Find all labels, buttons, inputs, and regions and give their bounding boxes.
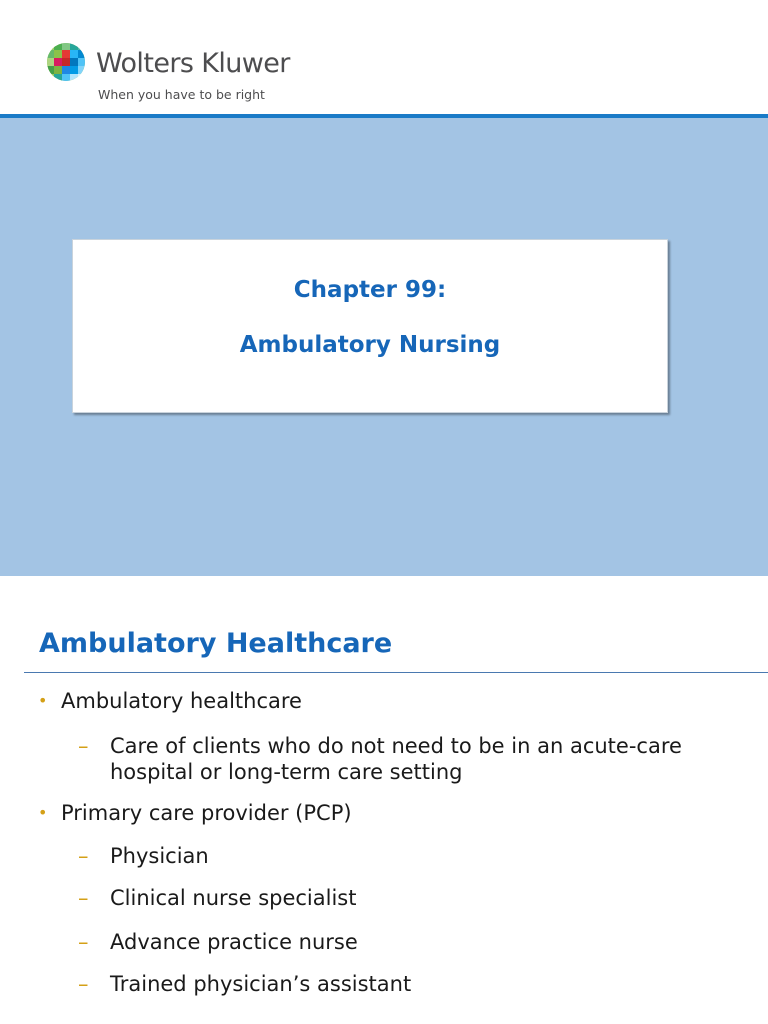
chapter-title: Ambulatory Nursing: [239, 332, 501, 358]
round-bullet-icon: •: [38, 803, 48, 822]
chapter-number: Chapter 99:: [293, 277, 447, 303]
wolters-kluwer-mosaic-logo-icon: [46, 42, 86, 82]
dash-bullet-icon: –: [78, 844, 89, 868]
title-divider: [24, 672, 768, 673]
dash-bullet-icon: –: [78, 930, 89, 954]
bullet-text: Primary care provider (PCP): [61, 801, 352, 825]
title-box: [72, 239, 668, 413]
round-bullet-icon: •: [38, 691, 48, 710]
sub-bullet-text: Trained physician’s assistant: [110, 972, 412, 996]
slide-title: Ambulatory Healthcare: [39, 628, 393, 659]
sub-bullet-text: Physician: [110, 844, 209, 868]
brand-name: Wolters Kluwer: [96, 48, 290, 79]
dash-bullet-icon: –: [78, 734, 89, 758]
bullet-text: Ambulatory healthcare: [61, 689, 302, 713]
sub-bullet-text: Clinical nurse specialist: [110, 886, 357, 910]
brand-tagline: When you have to be right: [98, 87, 265, 102]
brand-logo: [46, 42, 306, 108]
dash-bullet-icon: –: [78, 886, 89, 910]
sub-bullet-text: Care of clients who do not need to be in an acute-care hospital or long-term care setting: [110, 734, 682, 784]
dash-bullet-icon: –: [78, 972, 89, 996]
content-slide: [0, 576, 768, 1024]
sub-bullet-text: Advance practice nurse: [110, 930, 358, 954]
